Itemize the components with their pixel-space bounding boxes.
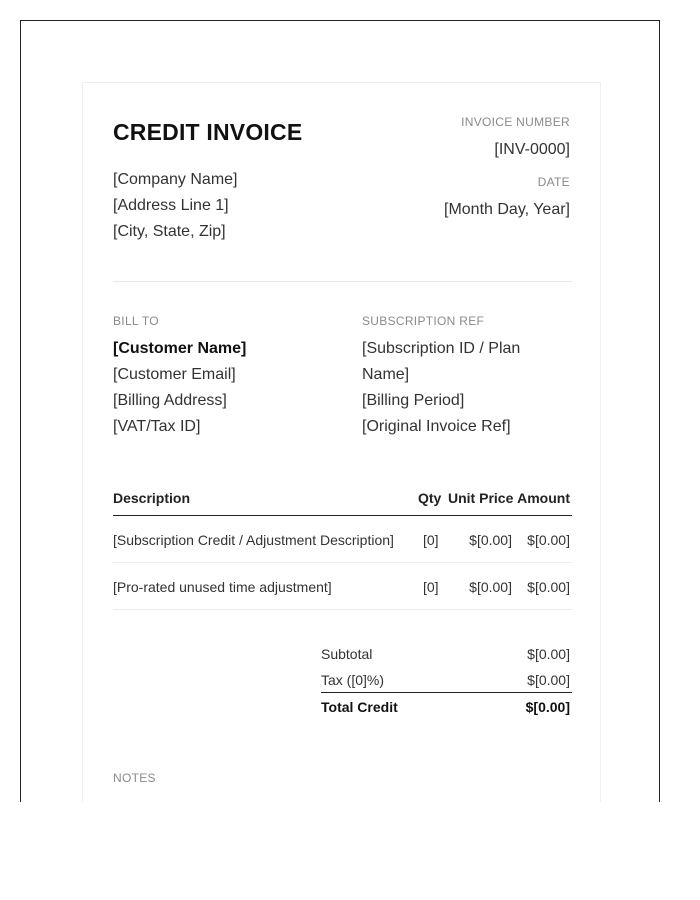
subscription-id-plan-line-2: Name] [362,366,410,383]
subscription-ref-label: SUBSCRIPTION REF [362,314,485,328]
table-row-1-rule [113,562,572,563]
bill-to-label: BILL TO [113,314,159,328]
invoice-number-label: INVOICE NUMBER [461,115,570,129]
customer-name: [Customer Name] [113,340,247,357]
bill-to-block [113,336,246,440]
date-value: [Month Day, Year] [444,201,570,218]
billing-period: [Billing Period] [362,392,465,409]
company-name: [Company Name] [113,171,238,188]
invoice-title: CREDIT INVOICE [113,119,303,145]
subtotal-value: $[0.00] [527,646,570,662]
invoice-sheet [82,82,601,802]
tax-value: $[0.00] [527,672,570,688]
customer-email: [Customer Email] [113,366,236,383]
date-label: DATE [537,175,570,189]
table-row-2-unit-price: $[0.00] [469,579,512,595]
notes-label: NOTES [113,771,156,785]
column-header-qty: Qty [418,490,442,506]
column-header-amount: Amount [517,490,570,506]
subscription-block [362,336,520,440]
original-invoice-ref: [Original Invoice Ref] [362,418,511,435]
totals-rule [321,692,572,693]
table-row-2-description: [Pro-rated unused time adjustment] [113,579,332,595]
company-city-state-zip: [City, State, Zip] [113,223,226,240]
invoice-number-value: [INV-0000] [494,141,570,158]
table-row-2-qty: [0] [423,579,439,595]
billing-address: [Billing Address] [113,392,227,409]
table-header-rule [113,515,572,516]
subscription-id-plan-line-1: [Subscription ID / Plan [362,340,521,357]
page-frame [20,20,660,802]
column-header-description: Description [113,490,191,506]
table-row-2-rule [113,609,572,610]
table-row-1-amount: $[0.00] [527,532,570,548]
column-header-unit-price: Unit Price [448,490,514,506]
header-divider [113,281,572,282]
company-block [113,167,238,245]
total-credit-value: $[0.00] [525,699,570,715]
tax-id: [VAT/Tax ID] [113,418,201,435]
company-address-line-1: [Address Line 1] [113,197,229,214]
table-row-2-amount: $[0.00] [527,579,570,595]
table-row-1-unit-price: $[0.00] [469,532,512,548]
table-row-1-qty: [0] [423,532,439,548]
total-credit-label: Total Credit [321,699,398,715]
table-row-1-description: [Subscription Credit / Adjustment Description] [113,532,394,548]
tax-label: Tax ([0]%) [321,672,385,688]
subtotal-label: Subtotal [321,646,373,662]
